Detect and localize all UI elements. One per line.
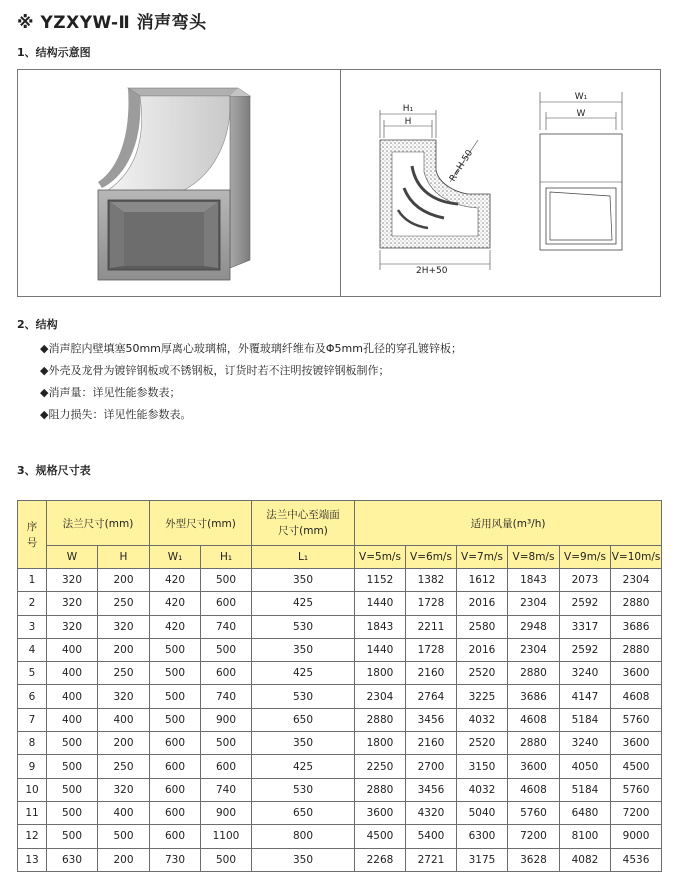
header-w1: W₁	[150, 546, 201, 569]
table-cell: 3456	[406, 708, 457, 731]
table-cell: 3686	[611, 615, 662, 638]
table-cell: 400	[47, 708, 98, 731]
spec-table	[17, 500, 662, 872]
table-cell: 530	[252, 615, 355, 638]
table-cell: 400	[98, 708, 150, 731]
table-cell: 2268	[355, 848, 406, 871]
structure-bullet-list	[40, 338, 462, 426]
table-cell: 500	[47, 778, 98, 801]
table-cell: 2721	[406, 848, 457, 871]
table-cell: 600	[150, 801, 201, 824]
table-cell: 3	[18, 615, 47, 638]
table-cell: 600	[201, 592, 252, 615]
table-cell: 6300	[457, 825, 508, 848]
table-row	[18, 801, 662, 824]
bullet-item: ◆外壳及龙骨为镀锌钢板或不锈钢板，订货时若不注明按镀锌钢板制作；	[40, 364, 390, 377]
table-cell: 2160	[406, 732, 457, 755]
table-cell: 7200	[508, 825, 560, 848]
header-v6: V=6m/s	[406, 546, 457, 569]
table-cell: 1100	[201, 825, 252, 848]
table-cell: 2700	[406, 755, 457, 778]
header-v5: V=5m/s	[355, 546, 406, 569]
table-cell: 320	[47, 615, 98, 638]
table-cell: 730	[150, 848, 201, 871]
table-cell: 7200	[611, 801, 662, 824]
table-cell: 2	[18, 592, 47, 615]
table-cell: 2160	[406, 662, 457, 685]
table-cell: 400	[47, 685, 98, 708]
table-cell: 650	[252, 801, 355, 824]
header-h: H	[98, 546, 150, 569]
table-cell: 650	[252, 708, 355, 731]
table-cell: 350	[252, 638, 355, 661]
table-row	[18, 638, 662, 661]
bullet-item: ◆阻力损失：详见性能参数表。	[40, 408, 192, 421]
header-airflow: 适用风量(m³/h)	[355, 501, 662, 546]
table-cell: 250	[98, 592, 150, 615]
table-cell: 740	[201, 685, 252, 708]
table-cell: 2304	[508, 638, 560, 661]
table-cell: 500	[150, 708, 201, 731]
w-dimension-label: W	[576, 109, 586, 119]
table-cell: 420	[150, 592, 201, 615]
table-cell: 900	[201, 801, 252, 824]
header-v8: V=8m/s	[508, 546, 560, 569]
table-cell: 4	[18, 638, 47, 661]
table-row	[18, 685, 662, 708]
table-cell: 3600	[611, 662, 662, 685]
table-cell: 2520	[457, 732, 508, 755]
table-cell: 320	[98, 778, 150, 801]
header-h1: H₁	[201, 546, 252, 569]
header-flange-size: 法兰尺寸(mm)	[47, 501, 150, 546]
table-cell: 2250	[355, 755, 406, 778]
table-row	[18, 615, 662, 638]
table-cell: 1800	[355, 732, 406, 755]
table-row	[18, 755, 662, 778]
table-cell: 3175	[457, 848, 508, 871]
bottom-dimension-label: 2H+50	[416, 266, 448, 276]
table-cell: 425	[252, 592, 355, 615]
table-cell: 500	[47, 755, 98, 778]
table-cell: 3317	[560, 615, 611, 638]
table-cell: 500	[47, 801, 98, 824]
table-cell: 2880	[355, 778, 406, 801]
table-cell: 4536	[611, 848, 662, 871]
table-cell: 900	[201, 708, 252, 731]
table-cell: 5040	[457, 801, 508, 824]
table-cell: 11	[18, 801, 47, 824]
header-w: W	[47, 546, 98, 569]
table-cell: 4082	[560, 848, 611, 871]
table-row	[18, 569, 662, 592]
header-flange-center: 法兰中心至端面尺寸(mm)	[252, 501, 355, 546]
table-cell: 2580	[457, 615, 508, 638]
table-cell: 250	[98, 662, 150, 685]
table-cell: 9000	[611, 825, 662, 848]
page-title: ※ YZXYW-Ⅱ 消声弯头	[17, 13, 207, 33]
section-heading-diagram: 1、结构示意图	[17, 46, 91, 59]
table-cell: 1440	[355, 638, 406, 661]
table-cell: 4500	[611, 755, 662, 778]
table-cell: 2211	[406, 615, 457, 638]
table-cell: 1728	[406, 592, 457, 615]
table-cell: 5760	[611, 708, 662, 731]
table-cell: 4147	[560, 685, 611, 708]
table-cell: 420	[150, 569, 201, 592]
h1-dimension-label: H₁	[402, 104, 414, 114]
table-cell: 13	[18, 848, 47, 871]
bullet-item: ◆消声腔内壁填塞50mm厚离心玻璃棉，外覆玻璃纤维布及Φ5mm孔径的穿孔镀锌板；	[40, 342, 462, 355]
table-cell: 7	[18, 708, 47, 731]
table-cell: 1382	[406, 569, 457, 592]
table-cell: 4050	[560, 755, 611, 778]
end-elevation-diagram	[518, 70, 658, 296]
table-cell: 5760	[611, 778, 662, 801]
table-cell: 400	[98, 801, 150, 824]
w1-dimension-label: W₁	[574, 92, 588, 102]
table-row	[18, 592, 662, 615]
table-cell: 600	[201, 662, 252, 685]
table-cell: 3600	[355, 801, 406, 824]
table-cell: 500	[201, 732, 252, 755]
table-cell: 12	[18, 825, 47, 848]
table-cell: 1440	[355, 592, 406, 615]
table-cell: 2764	[406, 685, 457, 708]
table-cell: 500	[201, 638, 252, 661]
table-cell: 2592	[560, 592, 611, 615]
table-cell: 400	[47, 662, 98, 685]
table-row	[18, 825, 662, 848]
table-cell: 8100	[560, 825, 611, 848]
table-cell: 3456	[406, 778, 457, 801]
header-v7: V=7m/s	[457, 546, 508, 569]
table-cell: 6	[18, 685, 47, 708]
table-cell: 1843	[355, 615, 406, 638]
table-cell: 3686	[508, 685, 560, 708]
table-cell: 2948	[508, 615, 560, 638]
table-cell: 1	[18, 569, 47, 592]
table-cell: 1843	[508, 569, 560, 592]
table-cell: 4032	[457, 708, 508, 731]
elbow-section-diagram	[358, 70, 508, 296]
table-cell: 2016	[457, 592, 508, 615]
table-cell: 2880	[611, 592, 662, 615]
table-cell: 320	[98, 615, 150, 638]
table-cell: 320	[47, 592, 98, 615]
table-cell: 630	[47, 848, 98, 871]
table-cell: 600	[150, 825, 201, 848]
table-cell: 350	[252, 569, 355, 592]
table-cell: 200	[98, 569, 150, 592]
table-cell: 600	[150, 778, 201, 801]
table-cell: 500	[150, 662, 201, 685]
table-row	[18, 848, 662, 871]
table-cell: 3600	[611, 732, 662, 755]
table-cell: 500	[201, 848, 252, 871]
table-cell: 420	[150, 615, 201, 638]
table-cell: 530	[252, 778, 355, 801]
table-cell: 425	[252, 755, 355, 778]
table-cell: 1612	[457, 569, 508, 592]
table-row	[18, 662, 662, 685]
table-cell: 2073	[560, 569, 611, 592]
table-cell: 3600	[508, 755, 560, 778]
table-cell: 200	[98, 732, 150, 755]
table-cell: 8	[18, 732, 47, 755]
table-cell: 2880	[355, 708, 406, 731]
table-cell: 500	[47, 825, 98, 848]
table-cell: 4032	[457, 778, 508, 801]
table-cell: 200	[98, 848, 150, 871]
table-cell: 500	[98, 825, 150, 848]
table-cell: 800	[252, 825, 355, 848]
table-cell: 2880	[611, 638, 662, 661]
table-cell: 4608	[611, 685, 662, 708]
table-cell: 4320	[406, 801, 457, 824]
table-cell: 3150	[457, 755, 508, 778]
table-cell: 5760	[508, 801, 560, 824]
spec-table-body	[18, 569, 662, 872]
table-cell: 3240	[560, 662, 611, 685]
product-illustration	[18, 70, 340, 296]
section-heading-structure: 2、结构	[17, 318, 58, 331]
header-l1: L₁	[252, 546, 355, 569]
table-row	[18, 708, 662, 731]
table-cell: 2592	[560, 638, 611, 661]
header-seq: 序号	[18, 501, 47, 569]
table-cell: 4608	[508, 708, 560, 731]
diagram-divider	[340, 70, 341, 296]
table-cell: 200	[98, 638, 150, 661]
table-cell: 740	[201, 615, 252, 638]
table-cell: 2304	[611, 569, 662, 592]
table-cell: 500	[201, 569, 252, 592]
h-dimension-label: H	[404, 117, 412, 127]
table-cell: 1800	[355, 662, 406, 685]
table-cell: 350	[252, 848, 355, 871]
table-cell: 2520	[457, 662, 508, 685]
table-cell: 3240	[560, 732, 611, 755]
table-cell: 4500	[355, 825, 406, 848]
header-outer-size: 外型尺寸(mm)	[150, 501, 252, 546]
table-cell: 530	[252, 685, 355, 708]
table-cell: 350	[252, 732, 355, 755]
table-cell: 500	[47, 732, 98, 755]
table-cell: 5	[18, 662, 47, 685]
header-v9: V=9m/s	[560, 546, 611, 569]
table-cell: 320	[98, 685, 150, 708]
table-cell: 2304	[508, 592, 560, 615]
table-cell: 3628	[508, 848, 560, 871]
table-cell: 2304	[355, 685, 406, 708]
table-cell: 2880	[508, 732, 560, 755]
header-v10: V=10m/s	[611, 546, 662, 569]
table-cell: 5400	[406, 825, 457, 848]
table-cell: 9	[18, 755, 47, 778]
table-cell: 10	[18, 778, 47, 801]
table-cell: 1152	[355, 569, 406, 592]
table-cell: 740	[201, 778, 252, 801]
table-cell: 600	[150, 755, 201, 778]
table-row	[18, 732, 662, 755]
table-cell: 400	[47, 638, 98, 661]
table-cell: 500	[150, 638, 201, 661]
bullet-item: ◆消声量：详见性能参数表；	[40, 386, 181, 399]
table-cell: 3225	[457, 685, 508, 708]
table-cell: 2016	[457, 638, 508, 661]
table-cell: 2880	[508, 662, 560, 685]
table-cell: 425	[252, 662, 355, 685]
table-cell: 500	[150, 685, 201, 708]
table-cell: 5184	[560, 778, 611, 801]
table-cell: 250	[98, 755, 150, 778]
table-cell: 600	[150, 732, 201, 755]
table-row	[18, 778, 662, 801]
table-cell: 1728	[406, 638, 457, 661]
table-cell: 4608	[508, 778, 560, 801]
table-cell: 600	[201, 755, 252, 778]
table-cell: 320	[47, 569, 98, 592]
radius-label: R=H-50	[448, 148, 476, 184]
section-heading-spec-table: 3、规格尺寸表	[17, 464, 91, 477]
diagram-frame	[17, 69, 661, 297]
table-cell: 6480	[560, 801, 611, 824]
table-cell: 5184	[560, 708, 611, 731]
